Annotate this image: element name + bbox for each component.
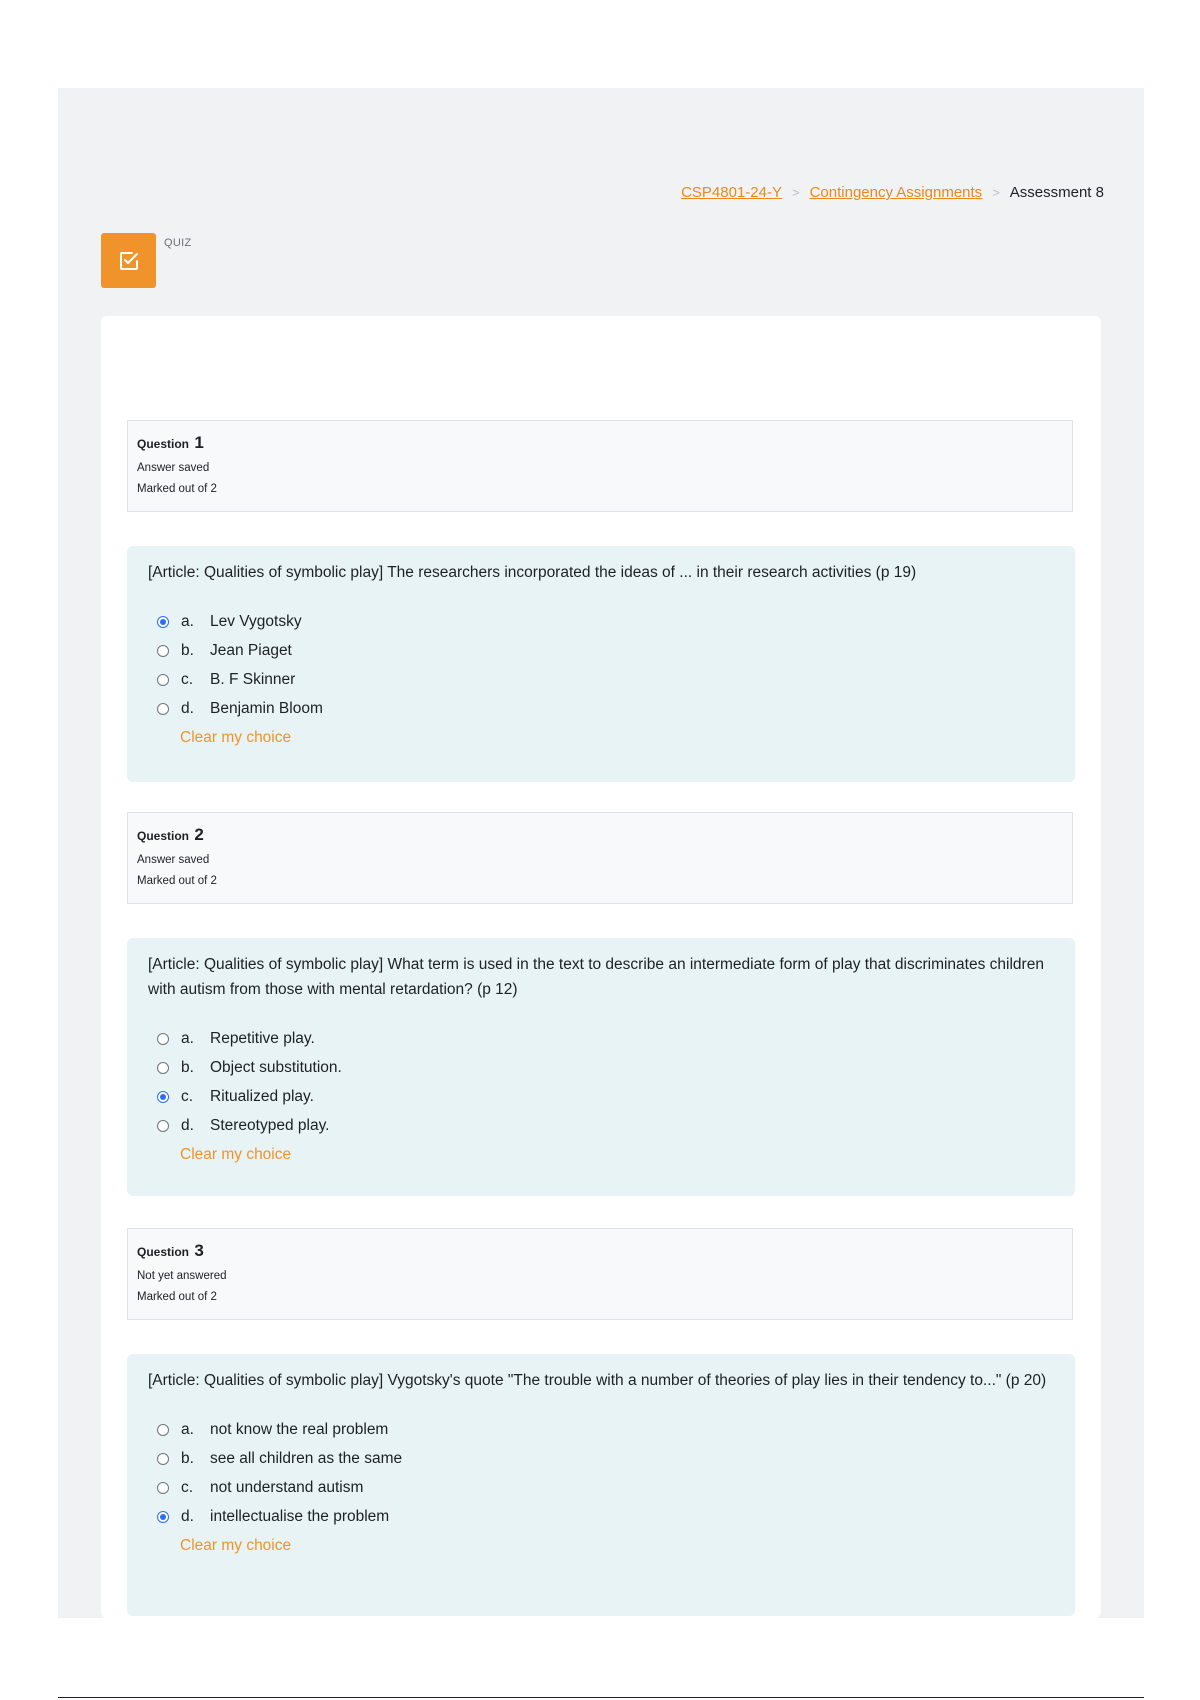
radio-button[interactable] bbox=[157, 645, 169, 657]
question-number: Question 2 bbox=[137, 825, 204, 844]
answer-text: Ritualized play. bbox=[210, 1087, 314, 1105]
question-state: Not yet answered bbox=[137, 1270, 227, 1282]
breadcrumb-current: Assessment 8 bbox=[1009, 184, 1104, 201]
radio-button[interactable] bbox=[157, 703, 169, 715]
question-content-2 bbox=[127, 938, 1075, 1196]
question-text: [Article: Qualities of symbolic play] What term is used in the text to describe an intermediate form of play that discriminates children with autism from those with mental retardation? (p 12) bbox=[148, 956, 1044, 998]
answer-text: not understand autism bbox=[210, 1478, 364, 1496]
answer-option-b[interactable]: b. Object substitution. bbox=[157, 1053, 1055, 1082]
answer-text: see all children as the same bbox=[210, 1449, 403, 1467]
question-info-2 bbox=[127, 812, 1073, 904]
answer-text: Object substitution. bbox=[210, 1058, 342, 1076]
answer-option-a[interactable]: a. Lev Vygotsky bbox=[157, 607, 1055, 636]
breadcrumb bbox=[681, 184, 1104, 201]
answer-text: Stereotyped play. bbox=[210, 1116, 330, 1134]
question-number: Question 3 bbox=[137, 1241, 204, 1260]
quiz-content-panel bbox=[101, 316, 1101, 1618]
clear-choice-link[interactable]: Clear my choice bbox=[180, 1537, 292, 1554]
question-text: [Article: Qualities of symbolic play] Vygotsky's quote "The trouble with a number of theories of play lies in their tendency to..." (p 20) bbox=[148, 1372, 1047, 1389]
answer-option-c[interactable]: c. Ritualized play. bbox=[157, 1082, 1055, 1111]
clear-choice-link[interactable]: Clear my choice bbox=[180, 729, 292, 746]
answer-text: intellectualise the problem bbox=[210, 1507, 390, 1525]
clear-choice-link[interactable]: Clear my choice bbox=[180, 1146, 292, 1163]
breadcrumb-section-link[interactable]: Contingency Assignments bbox=[809, 184, 983, 201]
answer-option-d[interactable]: d. intellectualise the problem bbox=[157, 1502, 1055, 1531]
answer-option-c[interactable]: c. not understand autism bbox=[157, 1473, 1055, 1502]
question-info-3 bbox=[127, 1228, 1073, 1320]
breadcrumb-separator-icon: > bbox=[992, 185, 1000, 200]
radio-button-selected[interactable] bbox=[157, 1511, 169, 1523]
activity-type-label: QUIZ bbox=[164, 237, 192, 249]
radio-button-selected[interactable] bbox=[157, 616, 169, 628]
question-content-3 bbox=[127, 1354, 1075, 1616]
radio-button[interactable] bbox=[157, 1453, 169, 1465]
breadcrumb-course-link[interactable]: CSP4801-24-Y bbox=[681, 184, 782, 201]
answer-text: Jean Piaget bbox=[210, 641, 292, 659]
question-number: Question 1 bbox=[137, 433, 204, 452]
breadcrumb-separator-icon: > bbox=[791, 185, 800, 200]
answer-options bbox=[148, 607, 1055, 723]
question-mark: Marked out of 2 bbox=[137, 875, 217, 887]
answer-text: Repetitive play. bbox=[210, 1029, 315, 1047]
answer-option-b[interactable]: b. Jean Piaget bbox=[157, 636, 1055, 665]
question-info-1 bbox=[127, 420, 1073, 512]
question-content-1 bbox=[127, 546, 1075, 782]
page-divider bbox=[58, 1697, 1144, 1698]
question-state: Answer saved bbox=[137, 462, 210, 474]
answer-option-b[interactable]: b. see all children as the same bbox=[157, 1444, 1055, 1473]
answer-option-d[interactable]: d. Benjamin Bloom bbox=[157, 694, 1055, 723]
answer-text: Benjamin Bloom bbox=[210, 699, 323, 717]
answer-text: B. F Skinner bbox=[210, 670, 296, 688]
answer-option-a[interactable]: a. not know the real problem bbox=[157, 1415, 1055, 1444]
radio-button[interactable] bbox=[157, 674, 169, 686]
question-mark: Marked out of 2 bbox=[137, 1291, 217, 1303]
radio-button[interactable] bbox=[157, 1120, 169, 1132]
quiz-check-icon bbox=[101, 233, 156, 288]
question-text: [Article: Qualities of symbolic play] The researchers incorporated the ideas of ... in their research activities (p 19) bbox=[148, 564, 917, 581]
question-mark: Marked out of 2 bbox=[137, 483, 217, 495]
radio-button[interactable] bbox=[157, 1482, 169, 1494]
answer-text: not know the real problem bbox=[210, 1420, 389, 1438]
radio-button[interactable] bbox=[157, 1424, 169, 1436]
question-state: Answer saved bbox=[137, 854, 210, 866]
answer-option-c[interactable]: c. B. F Skinner bbox=[157, 665, 1055, 694]
answer-options bbox=[148, 1024, 1055, 1140]
page-background bbox=[58, 88, 1144, 1618]
radio-button[interactable] bbox=[157, 1033, 169, 1045]
radio-button-selected[interactable] bbox=[157, 1091, 169, 1103]
radio-button[interactable] bbox=[157, 1062, 169, 1074]
answer-text: Lev Vygotsky bbox=[210, 612, 302, 630]
answer-option-a[interactable]: a. Repetitive play. bbox=[157, 1024, 1055, 1053]
answer-options bbox=[148, 1415, 1055, 1531]
answer-option-d[interactable]: d. Stereotyped play. bbox=[157, 1111, 1055, 1140]
